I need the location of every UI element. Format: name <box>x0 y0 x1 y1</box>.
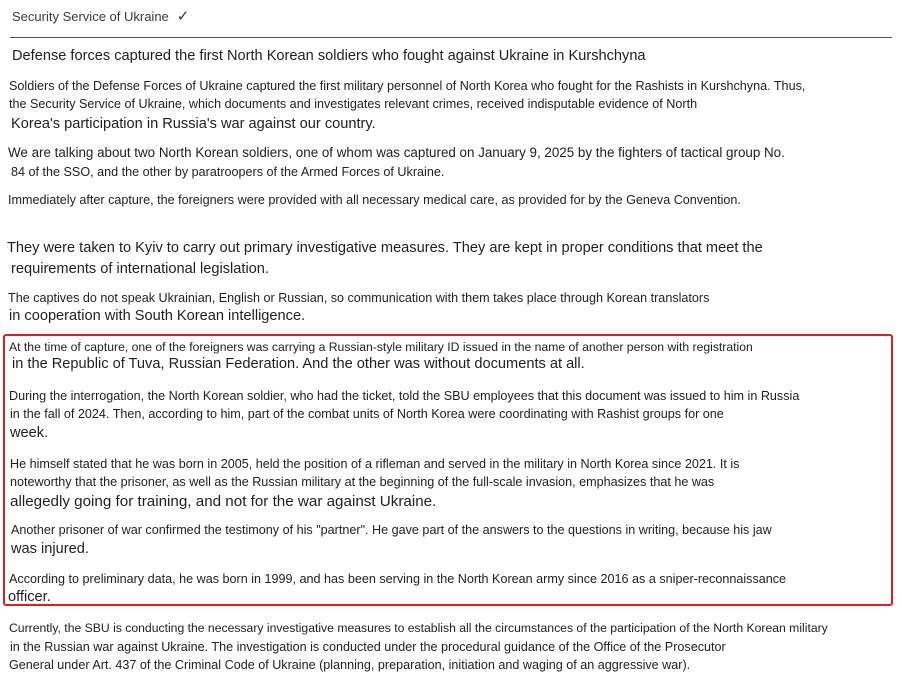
divider <box>10 37 892 38</box>
p2-line: 84 of the SSO, and the other by paratroopers of the Armed Forces of Ukraine. <box>11 165 445 179</box>
p1-line: Korea's participation in Russia's war against our country. <box>11 116 376 132</box>
p7-line: During the interrogation, the North Korean soldier, who had the ticket, told the SBU employees that this document was issued to him in Russia <box>9 389 800 403</box>
source-header <box>12 7 189 25</box>
p7-line: week. <box>10 425 49 441</box>
p1-line: the Security Service of Ukraine, which documents and investigates relevant crimes, received indisputable evidence of North <box>9 97 698 111</box>
p6-line: At the time of capture, one of the foreigners was carrying a Russian-style military ID issued in the name of another person with registration <box>9 340 753 354</box>
p8-line: allegedly going for training, and not for the war against Ukraine. <box>10 493 437 510</box>
p8-line: He himself stated that he was born in 2005, held the position of a rifleman and served in the military in North Korea since 2021. It is <box>10 457 740 471</box>
p10-line: officer. <box>8 589 51 605</box>
p11-line: in the Russian war against Ukraine. The investigation is conducted under the procedural guidance of the Office of the Prosecutor <box>10 640 726 654</box>
p5-line: in cooperation with South Korean intelligence. <box>9 308 306 324</box>
check-icon: ✓ <box>176 8 190 25</box>
p2-line: We are talking about two North Korean soldiers, one of whom was captured on January 9, 2025 by the fighters of tactical group No. <box>8 145 785 160</box>
p6-line: in the Republic of Tuva, Russian Federation. And the other was without documents at all. <box>12 356 585 372</box>
p9-line: Another prisoner of war confirmed the testimony of his "partner". He gave part of the answers to the questions in writing, because his jaw <box>11 523 772 537</box>
p4-line: They were taken to Kyiv to carry out primary investigative measures. They are kept in proper conditions that meet the <box>7 240 763 256</box>
p3-line: Immediately after capture, the foreigners were provided with all necessary medical care, as provided for by the Geneva Convention. <box>8 193 741 207</box>
p11-line: General under Art. 437 of the Criminal Code of Ukraine (planning, preparation, initiation and waging of an aggressive war). <box>9 658 691 672</box>
article-title: Defense forces captured the first North Korean soldiers who fought against Ukraine in Kurshchyna <box>12 48 646 64</box>
source-name: Security Service of Ukraine <box>12 8 169 24</box>
p5-line: The captives do not speak Ukrainian, English or Russian, so communication with them takes place through Korean translators <box>8 291 710 305</box>
p11-line: Currently, the SBU is conducting the necessary investigative measures to establish all the circumstances of the participation of the North Korean military <box>9 621 828 635</box>
p4-line: requirements of international legislation. <box>11 261 269 277</box>
p10-line: According to preliminary data, he was born in 1999, and has been serving in the North Korean army since 2016 as a sniper-reconnaissance <box>9 572 787 586</box>
p9-line: was injured. <box>11 541 89 557</box>
p7-line: in the fall of 2024. Then, according to him, part of the combat units of North Korea were coordinating with Rashist groups for one <box>10 407 724 421</box>
p8-line: noteworthy that the prisoner, as well as the Russian military at the beginning of the full-scale invasion, emphasizes that he was <box>10 475 715 489</box>
p1-line: Soldiers of the Defense Forces of Ukraine captured the first military personnel of North Korea who fought for the Rashists in Kurshchyna. Thus, <box>9 79 806 93</box>
